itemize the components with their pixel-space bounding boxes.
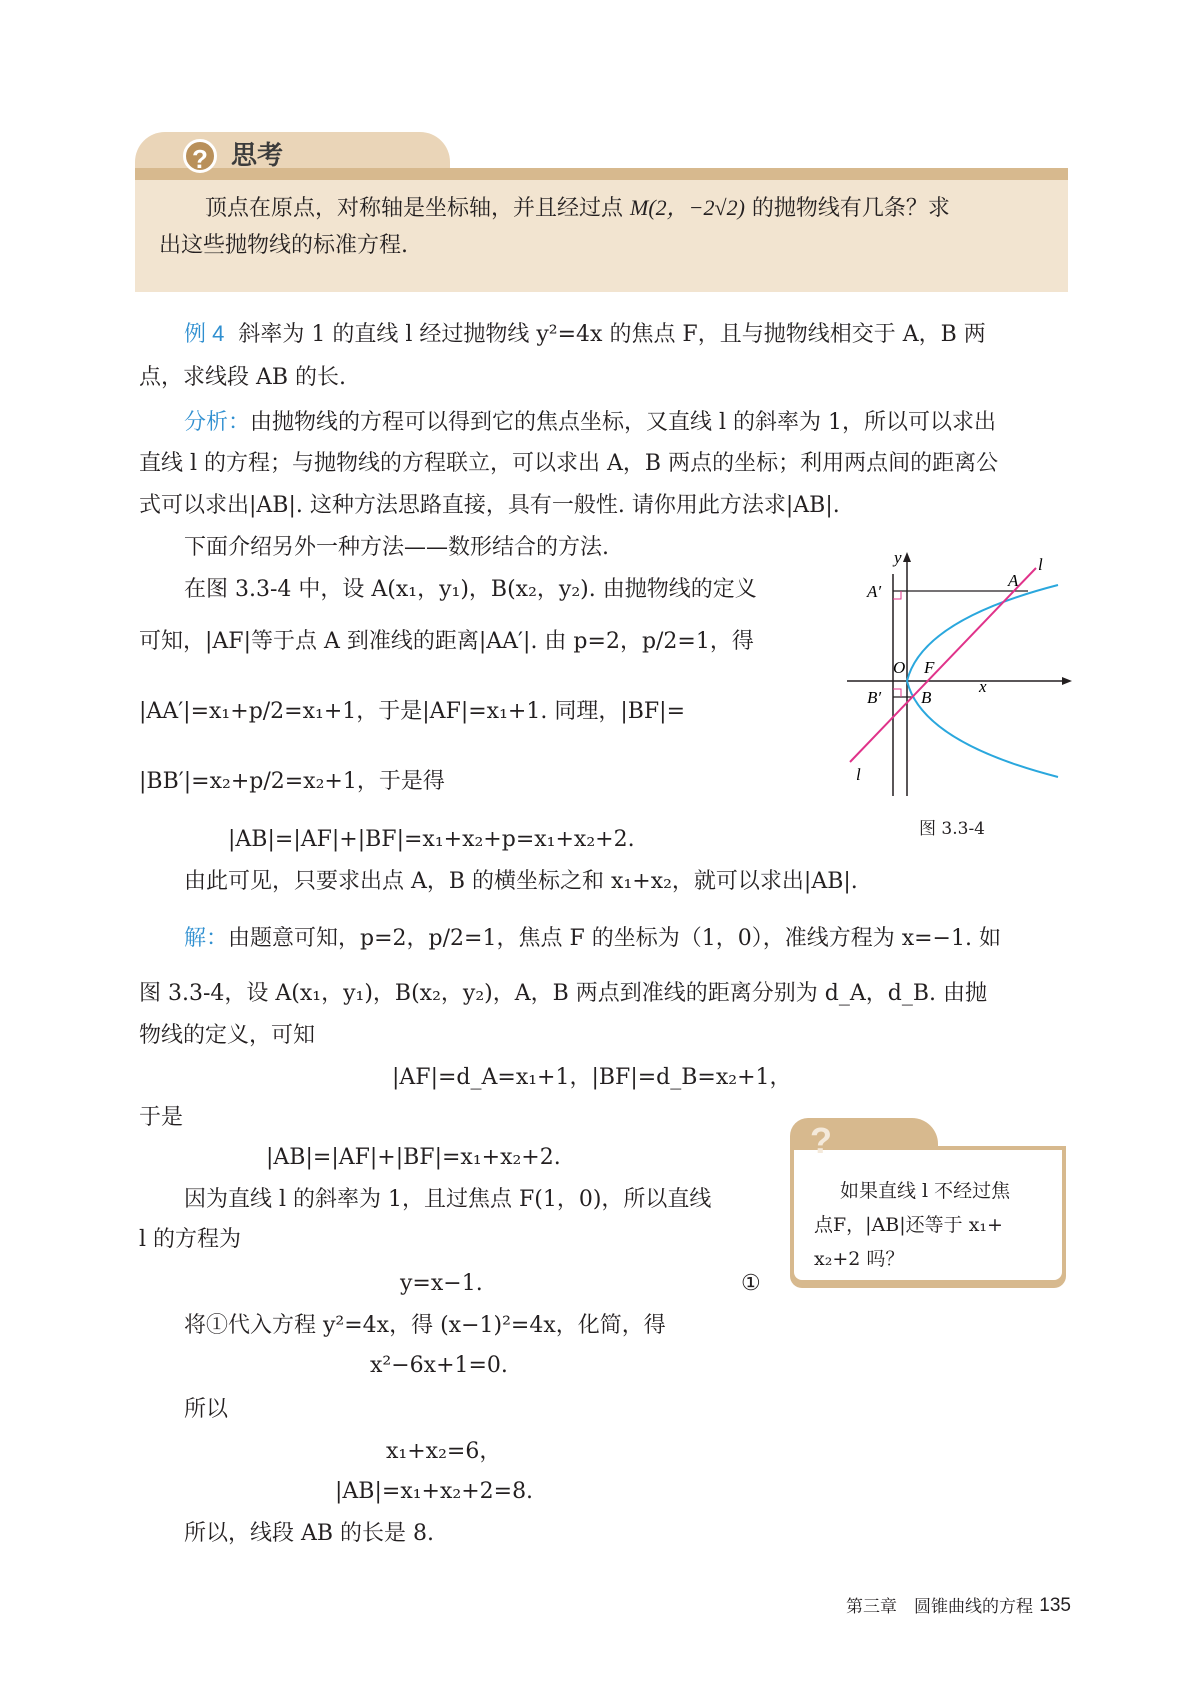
question-icon: ?: [183, 139, 217, 173]
analysis-line-9: |AB|=|AF|+|BF|=x₁+x₂+p=x₁+x₂+2.: [228, 827, 635, 852]
label-B-prime: B′: [867, 688, 882, 707]
think-title: 思考: [231, 141, 284, 171]
analysis-line-3: 式可以求出|AB|. 这种方法思路直接，具有一般性. 请你用此方法求|AB|.: [139, 493, 840, 518]
solution-eq-5: x₁+x₂=6，: [386, 1439, 502, 1464]
analysis-line-10: 由此可见，只要求出点 A，B 的横坐标之和 x₁+x₂，就可以求出|AB|.: [184, 869, 858, 894]
solution-line-4: 于是: [139, 1105, 184, 1130]
label-y: y: [894, 548, 902, 567]
analysis-line-2: 直线 l 的方程；与抛物线的方程联立，可以求出 A，B 两点的坐标；利用两点间的距离公: [139, 451, 999, 476]
solution-line-5: 因为直线 l 的斜率为 1，且过焦点 F(1，0)，所以直线: [184, 1187, 712, 1212]
analysis-line-4: 下面介绍另外一种方法——数形结合的方法.: [184, 535, 609, 560]
page-number: 135: [1039, 1595, 1071, 1616]
equation-tag-1: ①: [741, 1271, 761, 1296]
analysis-line-6: 可知，|AF|等于点 A 到准线的距离|AA′|. 由 p=2，p/2=1，得: [139, 629, 754, 654]
label-A: A: [1008, 571, 1019, 590]
figure-parabola: [840, 540, 1076, 810]
solution-line-7: 将①代入方程 y²=4x，得 (x−1)²=4x，化简，得: [184, 1313, 666, 1338]
side-question-box: [790, 1118, 1066, 1288]
footer-chapter: 第三章 圆锥曲线的方程: [846, 1597, 1033, 1617]
solution-line-8: 所以: [184, 1397, 229, 1422]
think-box: [135, 132, 1068, 292]
analysis-line-7: |AA′|=x₁+p/2=x₁+1，于是|AF|=x₁+1. 同理，|BF|=: [139, 699, 686, 724]
label-l-bottom: l: [856, 765, 861, 784]
x-axis-arrow-icon: [1062, 677, 1072, 685]
figure-caption: 图 3.3-4: [919, 819, 985, 839]
right-angle-mark-B: [893, 689, 901, 697]
label-O: O: [893, 658, 906, 677]
example-line-2: 点，求线段 AB 的长.: [139, 365, 347, 390]
label-x: x: [979, 677, 987, 696]
analysis-line-1: 分析：由抛物线的方程可以得到它的焦点坐标，又直线 l 的斜率为 1，所以可以求出: [184, 409, 997, 435]
solution-line-2: 图 3.3-4，设 A(x₁，y₁)，B(x₂，y₂)，A，B 两点到准线的距离分别为 d_A，d_B. 由抛: [139, 981, 987, 1006]
think-line-2: 出这些抛物线的标准方程.: [159, 233, 408, 258]
solution-line-3: 物线的定义，可知: [139, 1023, 316, 1048]
label-A-prime: A′: [867, 582, 882, 601]
question-mark-icon: ?: [810, 1120, 832, 1161]
label-F: F: [924, 658, 935, 677]
solution-line-9: 所以，线段 AB 的长是 8.: [184, 1521, 435, 1546]
solution-eq-6: |AB|=x₁+x₂+2=8.: [335, 1479, 534, 1504]
side-question-line-2: 点F，|AB|还等于 x₁+: [814, 1214, 1003, 1236]
solution-line-6: l 的方程为: [139, 1227, 242, 1252]
side-question-line-3: x₂+2 吗？: [814, 1248, 905, 1270]
example-line-1: 例 4 斜率为 1 的直线 l 经过抛物线 y²=4x 的焦点 F，且与抛物线相交于 A，B 两: [184, 321, 986, 347]
side-question-line-1: 如果直线 l 不经过焦: [840, 1180, 1011, 1202]
analysis-line-8: |BB′|=x₂+p/2=x₂+1，于是得: [139, 769, 445, 794]
think-line-1: 顶点在原点，对称轴是坐标轴，并且经过点 M(2，−2√2) 的抛物线有几条？求: [205, 195, 950, 221]
analysis-line-5: 在图 3.3-4 中，设 A(x₁，y₁)，B(x₂，y₂). 由抛物线的定义: [184, 577, 757, 602]
solution-eq-3: y=x−1.: [400, 1271, 483, 1296]
solution-label: 解：: [184, 925, 229, 950]
solution-eq-4: x²−6x+1=0.: [370, 1353, 508, 1378]
solution-eq-2: |AB|=|AF|+|BF|=x₁+x₂+2.: [266, 1145, 561, 1170]
right-angle-mark-A: [893, 591, 901, 599]
y-axis-arrow-icon: [903, 552, 911, 562]
solution-line-1: 解：由题意可知，p=2，p/2=1，焦点 F 的坐标为（1，0），准线方程为 x=−1. 如: [184, 925, 1001, 951]
label-l-top: l: [1038, 555, 1043, 574]
label-B: B: [921, 688, 932, 707]
solution-eq-1: |AF|=d_A=x₁+1，|BF|=d_B=x₂+1，: [392, 1065, 792, 1090]
analysis-label: 分析：: [184, 409, 251, 434]
example-label: 例 4: [184, 321, 225, 346]
